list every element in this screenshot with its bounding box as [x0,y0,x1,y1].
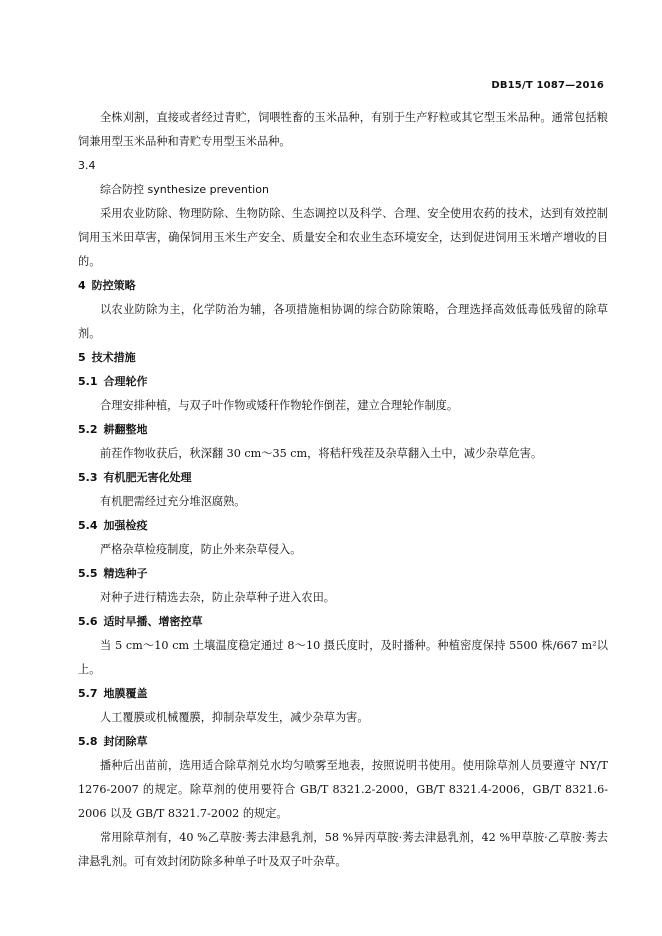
heading-title: 精选种子 [103,567,148,580]
heading-title: 地膜覆盖 [103,687,148,700]
heading-number: 5.8 [78,735,98,748]
clause-number: 3.4 [78,159,96,172]
heading-title: 技术措施 [91,351,136,364]
subsection-heading [78,514,608,538]
heading-number: 5 [78,351,86,364]
paragraph: 采用农业防除、物理防除、生物防除、生态调控以及科学、合理、安全使用农药的技术，达到有效控制饲用玉米田草害，确保饲用玉米生产安全、质量安全和农业生态环境安全，达到促进饲用玉米增产增收的目的。 [78,207,608,268]
paragraph: 人工覆膜或机械覆膜，抑制杂草发生，减少杂草为害。 [100,711,369,724]
heading-title: 加强检疫 [103,519,148,532]
subsection-heading [78,418,608,442]
heading-title: 适时早播、增密控草 [103,615,203,628]
heading-title: 防控策略 [91,279,136,292]
section-heading [78,274,608,298]
heading-number: 4 [78,279,86,292]
heading-number: 5.5 [78,567,98,580]
subsection-heading [78,466,608,490]
heading-number: 5.4 [78,519,98,532]
subsection-heading [78,370,608,394]
heading-title: 封闭除草 [103,735,148,748]
document-number: DB15/T 1087—2016 [491,80,604,91]
paragraph: 严格杂草检疫制度，防止外来杂草侵入。 [100,543,302,556]
heading-number: 5.7 [78,687,98,700]
heading-title: 合理轮作 [103,375,148,388]
heading-number: 5.3 [78,471,98,484]
paragraph: 播种后出苗前，选用适合除草剂兑水均匀喷雾至地表，按照说明书使用。使用除草剂人员要遵守 NY/T 1276-2007 的规定。除草剂的使用要符合 GB/T 8321.2-2000，GB/T 8321.4-2006，GB/T 8321.6-2006 以及 GB/T 8321.7-2002 的规定。 [78,759,608,820]
paragraph: 全株刈割，直接或者经过青贮，饲喂牲畜的玉米品种，有别于生产籽粒或其它型玉米品种。通常包括粮饲兼用型玉米品种和青贮专用型玉米品种。 [78,111,608,148]
term-title: 综合防控 synthesize prevention [100,183,269,196]
subsection-heading [78,610,608,634]
heading-title: 耕翻整地 [103,423,148,436]
subsection-heading [78,730,608,754]
document-body [78,106,608,874]
paragraph: 前茬作物收获后，秋深翻 30 cm～35 cm，将秸秆残茬及杂草翻入土中，减少杂草危害。 [100,447,543,460]
paragraph: 常用除草剂有，40 %乙草胺·莠去津悬乳剂，58 %异丙草胺·莠去津悬乳剂，42 %甲草胺·乙草胺·莠去津悬乳剂。可有效封闭防除多种单子叶及双子叶杂草。 [78,831,608,868]
heading-number: 5.1 [78,375,98,388]
paragraph: 合理安排种植，与双子叶作物或矮秆作物轮作倒茬，建立合理轮作制度。 [100,399,459,412]
paragraph: 对种子进行精选去杂，防止杂草种子进入农田。 [100,591,335,604]
heading-number: 5.6 [78,615,98,628]
subsection-heading [78,682,608,706]
paragraph: 当 5 cm～10 cm 土壤温度稳定通过 8～10 摄氏度时，及时播种。种植密度保持 5500 株/667 m²以上。 [78,639,608,676]
heading-title: 有机肥无害化处理 [103,471,192,484]
section-heading [78,346,608,370]
heading-number: 5.2 [78,423,98,436]
paragraph: 以农业防除为主，化学防治为辅，各项措施相协调的综合防除策略，合理选择高效低毒低残留的除草剂。 [78,303,608,340]
subsection-heading [78,562,608,586]
paragraph: 有机肥需经过充分堆沤腐熟。 [100,495,246,508]
